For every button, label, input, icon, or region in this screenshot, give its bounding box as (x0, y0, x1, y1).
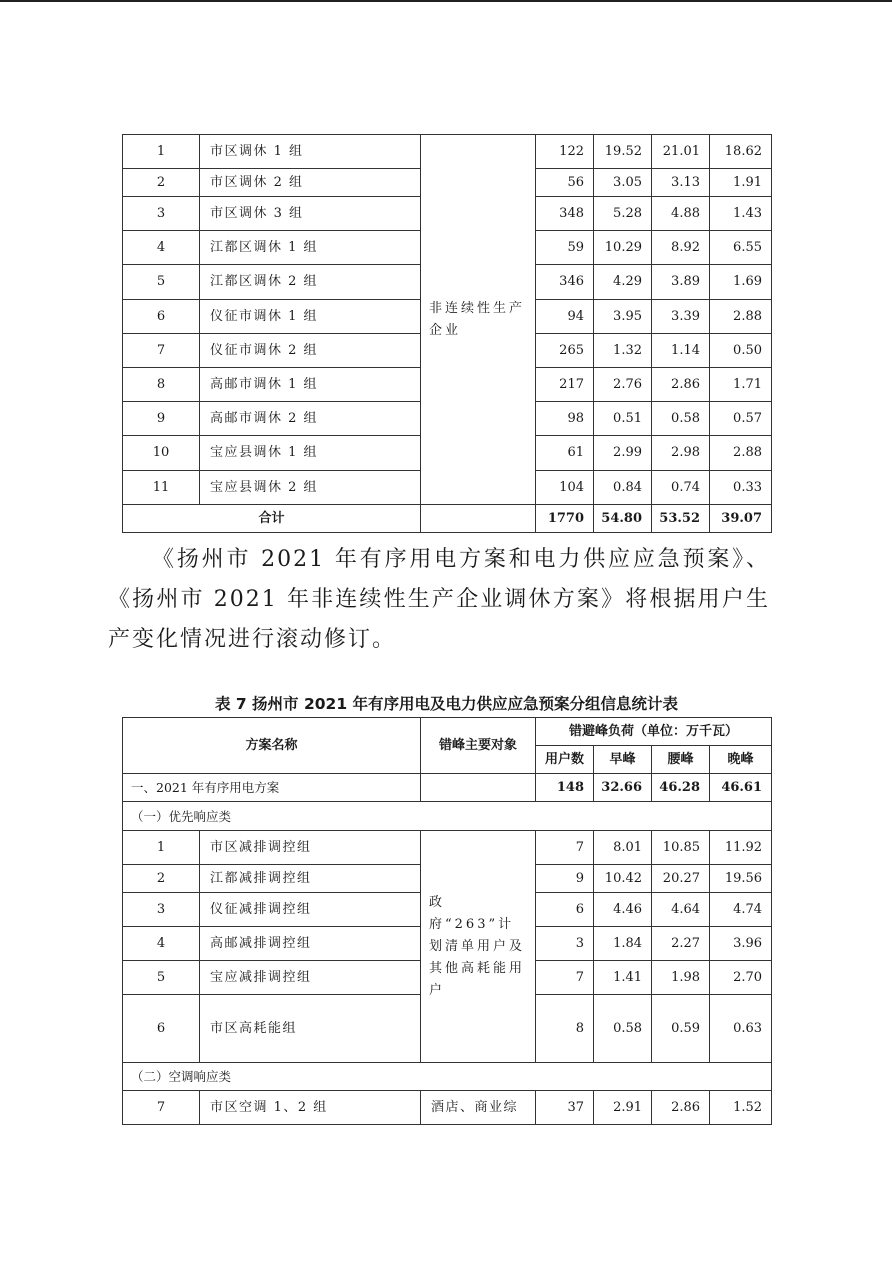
evening-peak: 0.57 (710, 402, 772, 436)
evening-peak: 1.52 (710, 1091, 772, 1125)
header-plan-name: 方案名称 (123, 718, 421, 774)
row-number: 4 (123, 231, 200, 265)
evening-peak: 2.70 (710, 961, 772, 995)
total-users: 1770 (536, 505, 594, 533)
plan-evening: 46.61 (710, 774, 772, 802)
group-target: 政府“263”计划清单用户及其他高耗能用户 (421, 831, 536, 1063)
group-name: 高邮减排调控组 (200, 927, 421, 961)
morning-peak: 0.51 (594, 402, 652, 436)
section-ac-response: （二）空调响应类 (123, 1063, 772, 1091)
header-morning: 早峰 (594, 746, 652, 774)
plan-waist: 46.28 (652, 774, 710, 802)
header-target: 错峰主要对象 (421, 718, 536, 774)
morning-peak: 1.32 (594, 334, 652, 368)
plan-label: 一、2021 年有序用电方案 (123, 774, 421, 802)
user-count: 61 (536, 436, 594, 471)
total-row (123, 505, 772, 533)
evening-peak: 0.50 (710, 334, 772, 368)
user-count: 6 (536, 893, 594, 927)
section-row (123, 802, 772, 831)
evening-peak: 11.92 (710, 831, 772, 865)
waist-peak: 3.39 (652, 300, 710, 334)
waist-peak: 0.58 (652, 402, 710, 436)
waist-peak: 0.74 (652, 471, 710, 505)
morning-peak: 3.05 (594, 169, 652, 197)
group-name: 宝应县调休 1 组 (200, 436, 421, 471)
row-number: 1 (123, 831, 200, 865)
evening-peak: 1.43 (710, 197, 772, 231)
morning-peak: 0.58 (594, 995, 652, 1063)
waist-peak: 4.64 (652, 893, 710, 927)
row-number: 4 (123, 927, 200, 961)
header-load: 错避峰负荷（单位：万千瓦） (536, 718, 772, 746)
group-name: 市区调休 3 组 (200, 197, 421, 231)
plan-users: 148 (536, 774, 594, 802)
user-count: 217 (536, 368, 594, 402)
group-name: 市区调休 2 组 (200, 169, 421, 197)
evening-peak: 2.88 (710, 436, 772, 471)
user-count: 98 (536, 402, 594, 436)
row-number: 5 (123, 265, 200, 300)
evening-peak: 3.96 (710, 927, 772, 961)
row-number: 11 (123, 471, 200, 505)
group-name: 市区空调 1、2 组 (200, 1091, 421, 1125)
row-number: 9 (123, 402, 200, 436)
waist-peak: 2.27 (652, 927, 710, 961)
row-number: 3 (123, 893, 200, 927)
morning-peak: 1.41 (594, 961, 652, 995)
plan-morning: 32.66 (594, 774, 652, 802)
user-count: 104 (536, 471, 594, 505)
group-name: 高邮市调休 1 组 (200, 368, 421, 402)
morning-peak: 2.76 (594, 368, 652, 402)
user-count: 56 (536, 169, 594, 197)
section-row (123, 1063, 772, 1091)
row-number: 6 (123, 995, 200, 1063)
waist-peak: 2.86 (652, 1091, 710, 1125)
group-name: 市区高耗能组 (200, 995, 421, 1063)
evening-peak: 1.69 (710, 265, 772, 300)
morning-peak: 10.29 (594, 231, 652, 265)
evening-peak: 18.62 (710, 135, 772, 169)
morning-peak: 8.01 (594, 831, 652, 865)
header-users: 用户数 (536, 746, 594, 774)
waist-peak: 10.85 (652, 831, 710, 865)
row-number: 7 (123, 334, 200, 368)
header-waist: 腰峰 (652, 746, 710, 774)
table-plan-group-statistics (122, 717, 772, 1125)
waist-peak: 1.14 (652, 334, 710, 368)
total-waist: 53.52 (652, 505, 710, 533)
evening-peak: 0.63 (710, 995, 772, 1063)
group-name: 市区减排调控组 (200, 831, 421, 865)
evening-peak: 6.55 (710, 231, 772, 265)
waist-peak: 2.86 (652, 368, 710, 402)
row-number: 8 (123, 368, 200, 402)
total-evening: 39.07 (710, 505, 772, 533)
group-target: 非连续性生产企业 (421, 135, 536, 505)
header-row (123, 718, 772, 746)
group-target: 酒店、商业综 (421, 1091, 536, 1125)
group-name: 仪征市调休 2 组 (200, 334, 421, 368)
body-paragraph: 《扬州市 2021 年有序用电方案和电力供应应急预案》、《扬州市 2021 年非连续性生产企业调休方案》将根据用户生产变化情况进行滚动修订。 (108, 547, 770, 652)
morning-peak: 5.28 (594, 197, 652, 231)
group-name: 江都区调休 1 组 (200, 231, 421, 265)
waist-peak: 3.89 (652, 265, 710, 300)
group-name: 仪征市调休 1 组 (200, 300, 421, 334)
morning-peak: 4.29 (594, 265, 652, 300)
group-name: 仪征减排调控组 (200, 893, 421, 927)
user-count: 3 (536, 927, 594, 961)
row-number: 1 (123, 135, 200, 169)
user-count: 9 (536, 865, 594, 893)
total-morning: 54.80 (594, 505, 652, 533)
group-name: 宝应县调休 2 组 (200, 471, 421, 505)
table-body (123, 135, 772, 533)
morning-peak: 10.42 (594, 865, 652, 893)
table-row (123, 135, 772, 169)
morning-peak: 0.84 (594, 471, 652, 505)
waist-peak: 21.01 (652, 135, 710, 169)
table-body (123, 718, 772, 1125)
row-number: 3 (123, 197, 200, 231)
waist-peak: 1.98 (652, 961, 710, 995)
morning-peak: 1.84 (594, 927, 652, 961)
group-name: 江都减排调控组 (200, 865, 421, 893)
morning-peak: 3.95 (594, 300, 652, 334)
user-count: 265 (536, 334, 594, 368)
evening-peak: 1.91 (710, 169, 772, 197)
morning-peak: 2.99 (594, 436, 652, 471)
evening-peak: 1.71 (710, 368, 772, 402)
user-count: 346 (536, 265, 594, 300)
table-row (123, 1091, 772, 1125)
waist-peak: 20.27 (652, 865, 710, 893)
morning-peak: 4.46 (594, 893, 652, 927)
user-count: 7 (536, 961, 594, 995)
table-caption: 表 7 扬州市 2021 年有序用电及电力供应应急预案分组信息统计表 (214, 695, 678, 713)
waist-peak: 3.13 (652, 169, 710, 197)
row-number: 10 (123, 436, 200, 471)
user-count: 37 (536, 1091, 594, 1125)
row-number: 5 (123, 961, 200, 995)
user-count: 94 (536, 300, 594, 334)
user-count: 122 (536, 135, 594, 169)
group-name: 市区调休 1 组 (200, 135, 421, 169)
evening-peak: 19.56 (710, 865, 772, 893)
row-number: 2 (123, 865, 200, 893)
top-border-line (0, 0, 892, 2)
total-label: 合计 (123, 505, 421, 533)
evening-peak: 4.74 (710, 893, 772, 927)
row-number: 6 (123, 300, 200, 334)
waist-peak: 0.59 (652, 995, 710, 1063)
user-count: 59 (536, 231, 594, 265)
table-row (123, 831, 772, 865)
waist-peak: 4.88 (652, 197, 710, 231)
group-name: 高邮市调休 2 组 (200, 402, 421, 436)
morning-peak: 2.91 (594, 1091, 652, 1125)
plan-row (123, 774, 772, 802)
morning-peak: 19.52 (594, 135, 652, 169)
row-number: 7 (123, 1091, 200, 1125)
user-count: 348 (536, 197, 594, 231)
user-count: 8 (536, 995, 594, 1063)
section-priority-response: （一）优先响应类 (123, 802, 772, 831)
waist-peak: 2.98 (652, 436, 710, 471)
row-number: 2 (123, 169, 200, 197)
group-name: 江都区调休 2 组 (200, 265, 421, 300)
header-evening: 晚峰 (710, 746, 772, 774)
user-count: 7 (536, 831, 594, 865)
evening-peak: 0.33 (710, 471, 772, 505)
evening-peak: 2.88 (710, 300, 772, 334)
total-target-empty (421, 505, 536, 533)
waist-peak: 8.92 (652, 231, 710, 265)
table-off-peak-groups (122, 134, 772, 533)
group-name: 宝应减排调控组 (200, 961, 421, 995)
plan-target (421, 774, 536, 802)
